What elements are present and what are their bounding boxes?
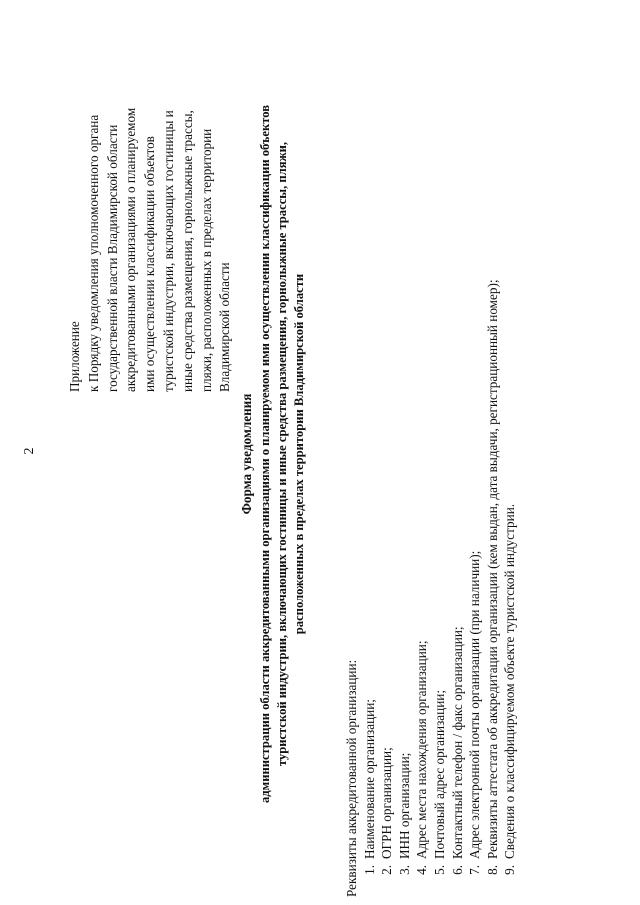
list-item (378, 7, 396, 897)
requisites-section (343, 7, 519, 897)
list-item-text: Реквизиты аттестата об аккредитации организации (кем выдан, дата выдачи, регистрационный номер); (484, 279, 500, 859)
form-title-block (238, 13, 308, 895)
list-item (501, 7, 519, 897)
page-number: 2 (22, 447, 37, 455)
list-item-text: Контактный телефон / факс организации; (449, 626, 465, 859)
appendix-line: государственной власти Владимирской области (104, 124, 120, 392)
list-item (396, 7, 414, 897)
list-item-number: 4. (414, 865, 430, 875)
requisites-intro: Реквизиты аккредитованной организации: (344, 659, 359, 897)
list-item-text: Адрес места нахождения организации; (414, 640, 430, 859)
appendix-heading: Приложение (67, 321, 82, 392)
list-item-number: 7. (467, 865, 483, 875)
form-subtitle-line: расположенных в пределах территории Владимирской области (292, 273, 306, 635)
form-title: Форма уведомления (239, 393, 254, 515)
list-item (484, 7, 502, 897)
appendix-line: аккредитованными организациями о планируемом (123, 107, 139, 392)
list-item-text: Сведения о классифицируемом объекте туристской индустрии. (502, 503, 518, 859)
list-item-number: 6. (449, 865, 465, 875)
list-item-text: ИНН организации; (396, 752, 412, 859)
list-item-text: Почтовый адрес организации; (431, 690, 447, 859)
list-item-text: ОГРН организации; (379, 747, 395, 859)
list-item-text: Наименование организации; (361, 699, 377, 859)
appendix-block (66, 0, 235, 392)
appendix-line: Владимирской области (217, 262, 233, 392)
appendix-line: к Порядку уведомления уполномоченного органа (85, 114, 101, 392)
list-item (361, 7, 379, 897)
list-item (466, 7, 484, 897)
list-item-number: 8. (484, 865, 500, 875)
list-item-number: 1. (361, 865, 377, 875)
form-subtitle-line: администрации области аккредитованными организациями о планируемом ими осуществлении классификации объектов (258, 104, 272, 804)
requisites-list (361, 7, 519, 897)
list-item-text: Адрес электронной почты организации (при наличии); (467, 550, 483, 859)
appendix-line: пляжи, расположенных в пределах территории (198, 128, 214, 392)
list-item (431, 7, 449, 897)
appendix-line: иные средства размещения, горнолыжные трассы, (179, 110, 195, 392)
list-item (413, 7, 431, 897)
form-subtitle-line: туристской индустрии, включающих гостиницы и иные средства размещения, горнолыжные трассы, пляжи, (275, 141, 289, 767)
appendix-line: ими осуществлении классификации объектов (142, 136, 158, 392)
appendix-line: туристской индустрии, включающих гостиницы и (160, 110, 176, 392)
list-item-number: 5. (431, 865, 447, 875)
list-item-number: 9. (502, 865, 518, 875)
list-item-number: 3. (396, 865, 412, 875)
list-item-number: 2. (379, 865, 395, 875)
list-item (449, 7, 467, 897)
